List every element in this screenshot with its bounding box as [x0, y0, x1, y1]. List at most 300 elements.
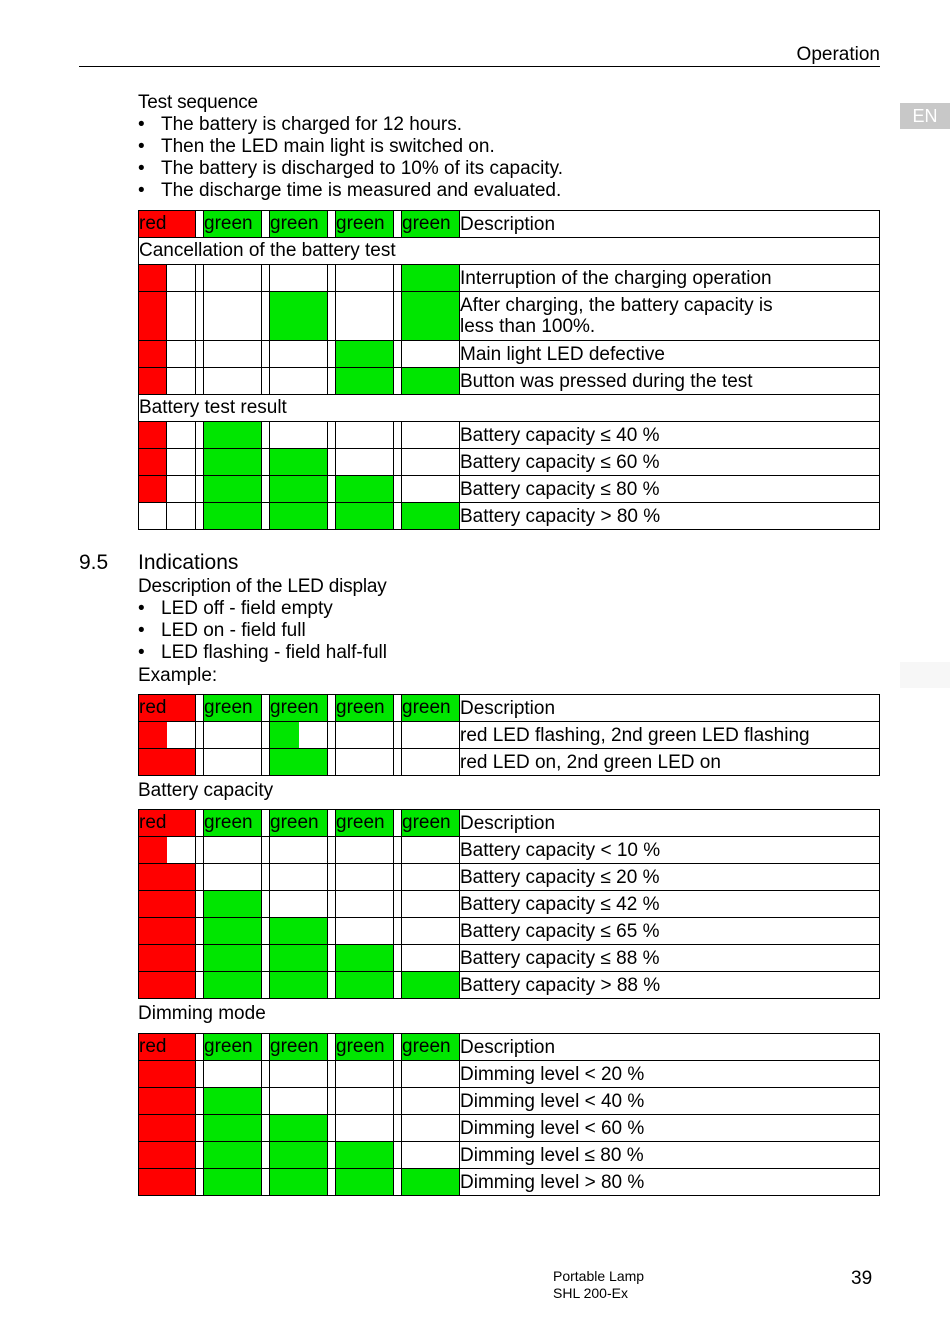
row-description: Battery capacity ≤ 40 % [460, 422, 880, 449]
led-off [204, 292, 262, 341]
gap-cell [328, 722, 336, 749]
gap-cell [328, 1115, 336, 1142]
battery-test-table [138, 210, 880, 530]
running-header: Operation [796, 44, 880, 65]
led-off [204, 749, 262, 776]
led-green-on [270, 945, 328, 972]
led-off [167, 292, 196, 341]
gap-cell [394, 864, 402, 891]
gap-cell [262, 449, 270, 476]
led-off [336, 265, 394, 292]
gap-cell [262, 1034, 270, 1061]
list-item: • LED flashing - field half-full [138, 642, 738, 664]
led-off [167, 265, 196, 292]
led-off [204, 864, 262, 891]
gap-cell [262, 503, 270, 530]
table-header-row [139, 695, 880, 722]
led-off [336, 891, 394, 918]
led-off [270, 837, 328, 864]
col-header-green-2: green [270, 211, 328, 238]
led-off [167, 449, 196, 476]
led-red-on [139, 265, 167, 292]
gap-cell [262, 1169, 270, 1196]
led-green-on [402, 972, 460, 999]
led-red-on [139, 891, 196, 918]
led-green-on [204, 422, 262, 449]
gap-cell [262, 972, 270, 999]
led-off [139, 503, 167, 530]
led-green-on [270, 292, 328, 341]
gap-cell [262, 810, 270, 837]
gap-cell [394, 695, 402, 722]
led-off [270, 1061, 328, 1088]
gap-cell [262, 265, 270, 292]
table-row [139, 891, 880, 918]
gap-cell [196, 864, 204, 891]
gap-cell [328, 1088, 336, 1115]
led-green-on [336, 341, 394, 368]
led-green-on [336, 503, 394, 530]
col-header-green-2: green [270, 695, 328, 722]
list-item: • Then the LED main light is switched on. [138, 136, 838, 158]
header-rule [79, 66, 880, 67]
section-result: Battery test result [139, 395, 880, 422]
gap-cell [196, 945, 204, 972]
led-off [204, 368, 262, 395]
led-green-on [336, 476, 394, 503]
gap-cell [328, 503, 336, 530]
table-row [139, 503, 880, 530]
led-display-heading: Description of the LED display [138, 576, 387, 597]
col-header-description: Description [460, 1034, 880, 1061]
led-off [402, 837, 460, 864]
led-red-flashing [139, 837, 196, 864]
col-header-green-1: green [204, 211, 262, 238]
battery-capacity-table [138, 809, 880, 999]
gap-cell [394, 503, 402, 530]
col-header-red: red [139, 1034, 196, 1061]
led-green-on [402, 503, 460, 530]
led-off [402, 749, 460, 776]
led-off [402, 422, 460, 449]
led-red-on [139, 1169, 196, 1196]
led-off [167, 341, 196, 368]
table-row [139, 1169, 880, 1196]
gap-cell [328, 341, 336, 368]
row-description: Interruption of the charging operation [460, 265, 880, 292]
col-header-green-2: green [270, 810, 328, 837]
row-description: Battery capacity ≤ 80 % [460, 476, 880, 503]
col-header-description: Description [460, 810, 880, 837]
led-green-on [204, 918, 262, 945]
gap-cell [196, 918, 204, 945]
section-number: 9.5 [79, 551, 109, 574]
col-header-green-4: green [402, 810, 460, 837]
led-off [270, 422, 328, 449]
gap-cell [196, 1088, 204, 1115]
gap-cell [328, 810, 336, 837]
led-green-on [204, 1142, 262, 1169]
led-green-on [270, 1169, 328, 1196]
col-header-green-4: green [402, 695, 460, 722]
example-table [138, 694, 880, 776]
dimming-mode-label: Dimming mode [138, 1003, 266, 1024]
led-green-on [402, 1169, 460, 1196]
row-description: red LED flashing, 2nd green LED flashing [460, 722, 880, 749]
gap-cell [328, 476, 336, 503]
led-off [204, 265, 262, 292]
gap-cell [328, 864, 336, 891]
row-description: Dimming level ≤ 80 % [460, 1142, 880, 1169]
row-description: red LED on, 2nd green LED on [460, 749, 880, 776]
led-off [204, 837, 262, 864]
led-green-on [270, 449, 328, 476]
led-off [270, 265, 328, 292]
row-description: Battery capacity < 10 % [460, 837, 880, 864]
col-header-green-4: green [402, 1034, 460, 1061]
led-green-on [270, 972, 328, 999]
gap-cell [328, 945, 336, 972]
led-off [336, 1061, 394, 1088]
gap-cell [394, 837, 402, 864]
led-off [402, 1142, 460, 1169]
test-sequence-list [138, 114, 838, 202]
table-row [139, 449, 880, 476]
table-row [139, 749, 880, 776]
led-green-on [204, 503, 262, 530]
led-off [402, 449, 460, 476]
gap-cell [262, 368, 270, 395]
gap-cell [328, 749, 336, 776]
led-red-on [139, 292, 167, 341]
row-description: Dimming level < 40 % [460, 1088, 880, 1115]
battery-capacity-label: Battery capacity [138, 780, 274, 801]
table-row [139, 1088, 880, 1115]
led-red-on [139, 368, 167, 395]
led-off [270, 891, 328, 918]
table-header-row [139, 211, 880, 238]
list-item: • The battery is charged for 12 hours. [138, 114, 838, 136]
led-off [336, 449, 394, 476]
gap-cell [262, 891, 270, 918]
table-header-row [139, 810, 880, 837]
gap-cell [262, 1115, 270, 1142]
led-off [336, 1115, 394, 1142]
led-off [270, 341, 328, 368]
gap-cell [394, 891, 402, 918]
led-green-on [402, 292, 460, 341]
led-green-on [204, 449, 262, 476]
led-green-on [270, 918, 328, 945]
col-header-green-1: green [204, 810, 262, 837]
gap-cell [262, 422, 270, 449]
dimming-mode-table [138, 1033, 880, 1196]
gap-cell [394, 1088, 402, 1115]
list-item: • The battery is discharged to 10% of its capacity. [138, 158, 838, 180]
row-description: Battery capacity ≤ 42 % [460, 891, 880, 918]
gap-cell [328, 972, 336, 999]
gap-cell [262, 864, 270, 891]
led-off [336, 722, 394, 749]
led-green-on [336, 945, 394, 972]
footer-product-name: Portable Lamp [553, 1268, 645, 1284]
example-label: Example: [138, 665, 218, 686]
led-off [167, 503, 196, 530]
led-off [167, 422, 196, 449]
footer-product-model: SHL 200-Ex [553, 1285, 628, 1301]
gap-cell [394, 1034, 402, 1061]
led-green-on [402, 368, 460, 395]
section-row [139, 238, 880, 265]
col-header-green-4: green [402, 211, 460, 238]
row-description: Battery capacity > 88 % [460, 972, 880, 999]
gap-cell [196, 422, 204, 449]
gap-cell [196, 1034, 204, 1061]
led-green-on [204, 476, 262, 503]
col-header-description: Description [460, 211, 880, 238]
col-header-red: red [139, 810, 196, 837]
led-off [167, 476, 196, 503]
led-green-on [204, 945, 262, 972]
led-green-on [204, 1169, 262, 1196]
led-red-on [139, 972, 196, 999]
led-red-on [139, 918, 196, 945]
table-row [139, 1115, 880, 1142]
gap-cell [196, 265, 204, 292]
led-green-on [336, 1142, 394, 1169]
led-red-flashing [139, 722, 196, 749]
gap-cell [262, 292, 270, 341]
gap-cell [196, 449, 204, 476]
table-row [139, 918, 880, 945]
col-header-red: red [139, 695, 196, 722]
table-row [139, 722, 880, 749]
gap-cell [196, 1142, 204, 1169]
list-item: • The discharge time is measured and evaluated. [138, 180, 838, 202]
gap-cell [394, 810, 402, 837]
section-title: Indications [138, 551, 239, 574]
row-description: Battery capacity ≤ 20 % [460, 864, 880, 891]
gap-cell [328, 422, 336, 449]
table-row [139, 837, 880, 864]
led-green-on [336, 972, 394, 999]
led-green-on [204, 972, 262, 999]
led-off [402, 918, 460, 945]
table-row [139, 265, 880, 292]
col-header-green-3: green [336, 810, 394, 837]
gap-cell [394, 292, 402, 341]
gap-cell [262, 1061, 270, 1088]
row-description: Main light LED defective [460, 341, 880, 368]
table-row [139, 864, 880, 891]
gap-cell [394, 1169, 402, 1196]
led-green-on [270, 1142, 328, 1169]
led-off [402, 1088, 460, 1115]
section-row [139, 395, 880, 422]
led-red-on [139, 1061, 196, 1088]
list-item: • LED off - field empty [138, 598, 738, 620]
led-red-on [139, 945, 196, 972]
col-header-red: red [139, 211, 196, 238]
led-off [402, 891, 460, 918]
led-red-on [139, 422, 167, 449]
gap-cell [328, 1061, 336, 1088]
gap-cell [394, 749, 402, 776]
led-red-on [139, 1142, 196, 1169]
row-description: Battery capacity > 80 % [460, 503, 880, 530]
led-green-on [336, 368, 394, 395]
led-red-on [139, 1115, 196, 1142]
led-off [270, 1088, 328, 1115]
led-off [336, 1088, 394, 1115]
table-row [139, 476, 880, 503]
row-description: Battery capacity ≤ 65 % [460, 918, 880, 945]
led-off [402, 1061, 460, 1088]
gap-cell [394, 1061, 402, 1088]
row-description: Button was pressed during the test [460, 368, 880, 395]
gap-cell [394, 211, 402, 238]
table-row [139, 972, 880, 999]
gap-cell [328, 211, 336, 238]
led-off [402, 1115, 460, 1142]
gap-cell [196, 891, 204, 918]
gap-cell [262, 476, 270, 503]
gap-cell [394, 476, 402, 503]
gap-cell [328, 368, 336, 395]
gap-cell [328, 1034, 336, 1061]
gap-cell [394, 918, 402, 945]
led-green-on [270, 503, 328, 530]
led-green-on [336, 1169, 394, 1196]
gap-cell [196, 1115, 204, 1142]
gap-cell [262, 918, 270, 945]
col-header-description: Description [460, 695, 880, 722]
table-header-row [139, 1034, 880, 1061]
led-off [204, 1061, 262, 1088]
gap-cell [196, 476, 204, 503]
col-header-green-3: green [336, 211, 394, 238]
col-header-green-3: green [336, 695, 394, 722]
gap-cell [328, 292, 336, 341]
gap-cell [196, 695, 204, 722]
gap-cell [394, 341, 402, 368]
led-off [270, 864, 328, 891]
led-green-on [402, 265, 460, 292]
led-green-flashing [270, 722, 328, 749]
led-green-on [270, 476, 328, 503]
gap-cell [196, 810, 204, 837]
gap-cell [196, 368, 204, 395]
led-off [204, 722, 262, 749]
led-red-on [139, 341, 167, 368]
gap-cell [196, 292, 204, 341]
section-cancellation: Cancellation of the battery test [139, 238, 880, 265]
gap-cell [328, 837, 336, 864]
gap-cell [328, 695, 336, 722]
led-green-on [270, 749, 328, 776]
led-green-on [204, 1115, 262, 1142]
gap-cell [196, 972, 204, 999]
gap-cell [196, 1061, 204, 1088]
led-red-on [139, 749, 196, 776]
gap-cell [262, 749, 270, 776]
led-green-on [204, 891, 262, 918]
row-description: Dimming level < 60 % [460, 1115, 880, 1142]
led-red-on [139, 449, 167, 476]
led-green-on [270, 1115, 328, 1142]
row-description: Dimming level < 20 % [460, 1061, 880, 1088]
table-row [139, 1061, 880, 1088]
row-description: After charging, the battery capacity is less than 100%. [460, 292, 880, 341]
gap-cell [196, 1169, 204, 1196]
gap-cell [262, 945, 270, 972]
led-off [336, 864, 394, 891]
gap-cell [328, 891, 336, 918]
gap-cell [394, 945, 402, 972]
row-description: Dimming level > 80 % [460, 1169, 880, 1196]
gap-cell [394, 1142, 402, 1169]
led-off [270, 368, 328, 395]
led-off [402, 864, 460, 891]
led-red-on [139, 1088, 196, 1115]
gap-cell [394, 265, 402, 292]
footer-product [553, 1268, 644, 1302]
table-row [139, 945, 880, 972]
gap-cell [394, 1115, 402, 1142]
gap-cell [262, 722, 270, 749]
led-red-on [139, 476, 167, 503]
gap-cell [394, 722, 402, 749]
table-row [139, 292, 880, 341]
row-description: Battery capacity ≤ 60 % [460, 449, 880, 476]
gap-cell [262, 837, 270, 864]
gap-cell [262, 1142, 270, 1169]
led-off [336, 292, 394, 341]
gap-cell [262, 341, 270, 368]
gap-cell [196, 211, 204, 238]
led-off [204, 341, 262, 368]
gap-cell [328, 265, 336, 292]
led-off [402, 341, 460, 368]
gap-cell [328, 449, 336, 476]
gap-cell [262, 1088, 270, 1115]
gap-cell [394, 422, 402, 449]
led-off [336, 837, 394, 864]
table-row [139, 368, 880, 395]
led-off [402, 476, 460, 503]
gap-cell [196, 722, 204, 749]
gap-cell [262, 695, 270, 722]
col-header-green-2: green [270, 1034, 328, 1061]
gap-cell [196, 503, 204, 530]
led-off [402, 945, 460, 972]
gap-cell [394, 972, 402, 999]
gap-cell [262, 211, 270, 238]
faded-language-tab [900, 662, 950, 688]
page-number: 39 [851, 1268, 873, 1289]
col-header-green-3: green [336, 1034, 394, 1061]
col-header-green-1: green [204, 1034, 262, 1061]
led-off [402, 722, 460, 749]
led-off [336, 749, 394, 776]
table-row [139, 341, 880, 368]
table-row [139, 1142, 880, 1169]
led-off [336, 422, 394, 449]
gap-cell [394, 449, 402, 476]
test-sequence-heading: Test sequence [138, 92, 258, 113]
led-off [167, 368, 196, 395]
list-item: • LED on - field full [138, 620, 738, 642]
